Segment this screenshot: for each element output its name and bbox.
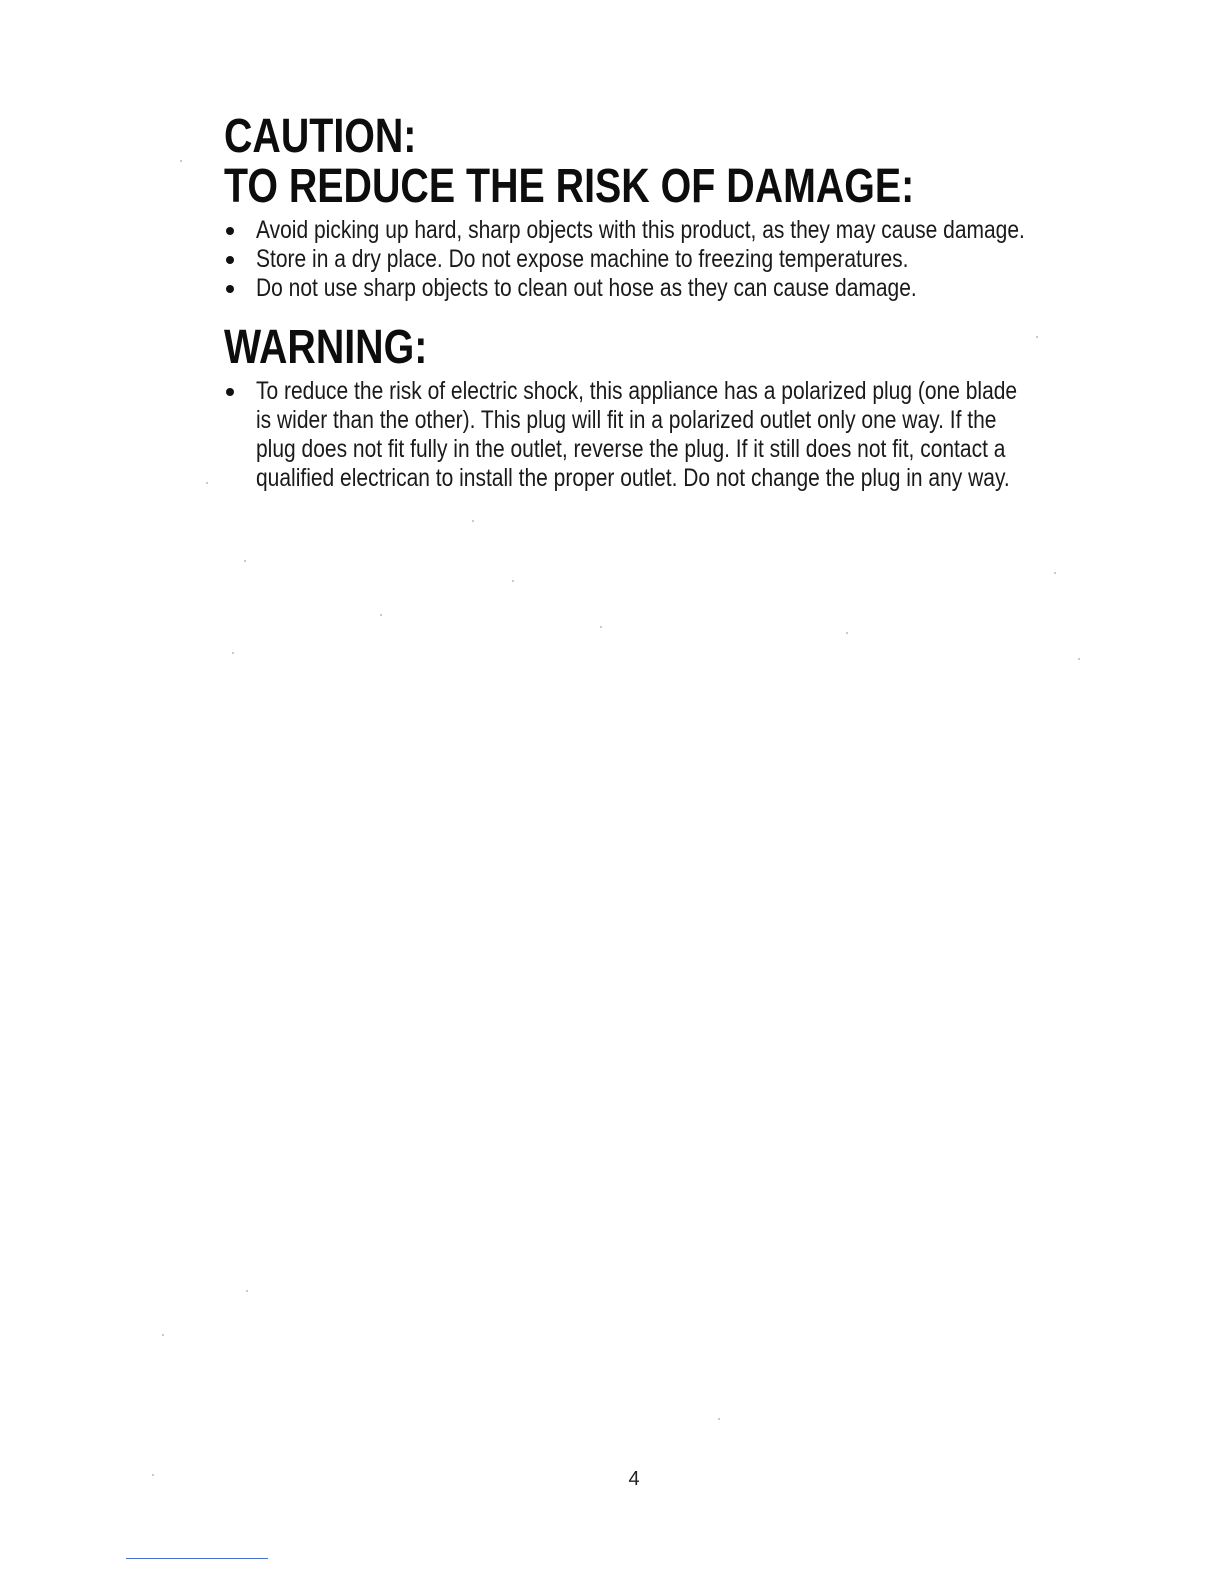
warning-heading: WARNING: <box>224 321 428 374</box>
list-item <box>224 216 1064 245</box>
warning-line: plug does not fit fully in the outlet, reverse the plug. If it still does not fit, contact a <box>256 435 1006 463</box>
scan-speck <box>1036 336 1038 338</box>
list-item-text: Avoid picking up hard, sharp objects with this product, as they may cause damage. <box>256 216 1025 244</box>
scan-speck <box>718 1418 720 1420</box>
warning-line: qualified electrican to install the proper outlet. Do not change the plug in any way. <box>256 464 1010 492</box>
scan-speck <box>232 652 234 654</box>
scan-speck <box>512 580 514 582</box>
scan-speck <box>846 632 848 634</box>
scan-speck <box>600 626 602 628</box>
bullet-icon <box>226 256 234 264</box>
bullet-icon <box>226 285 234 293</box>
page-number: 4 <box>628 1468 640 1490</box>
caution-subheading: TO REDUCE THE RISK OF DAMAGE: <box>224 160 915 213</box>
list-item <box>224 245 1064 274</box>
scan-speck <box>246 1290 248 1292</box>
bullet-icon <box>226 388 234 396</box>
scan-speck <box>244 560 246 562</box>
scan-speck <box>180 160 182 162</box>
scan-speck <box>1054 572 1056 574</box>
page-content <box>224 112 1064 493</box>
warning-list-item <box>224 377 1064 493</box>
warning-line: is wider than the other). This plug will fit in a polarized outlet only one way. If the <box>256 406 997 434</box>
bullet-icon <box>226 227 234 235</box>
scan-speck <box>472 520 474 522</box>
list-item <box>224 274 1064 303</box>
list-item-text: Do not use sharp objects to clean out hose as they can cause damage. <box>256 274 917 302</box>
scan-speck <box>380 614 382 616</box>
scan-speck <box>206 482 208 484</box>
warning-line: To reduce the risk of electric shock, this appliance has a polarized plug (one blade <box>256 377 1018 405</box>
scan-speck <box>1078 658 1080 660</box>
footer-rule <box>126 1558 268 1559</box>
scan-speck <box>162 1334 164 1336</box>
caution-list <box>224 216 1064 303</box>
scan-speck <box>152 1474 154 1476</box>
list-item-text: Store in a dry place. Do not expose machine to freezing temperatures. <box>256 245 909 273</box>
section-spacer <box>224 303 1064 323</box>
caution-heading: CAUTION: <box>224 110 417 163</box>
